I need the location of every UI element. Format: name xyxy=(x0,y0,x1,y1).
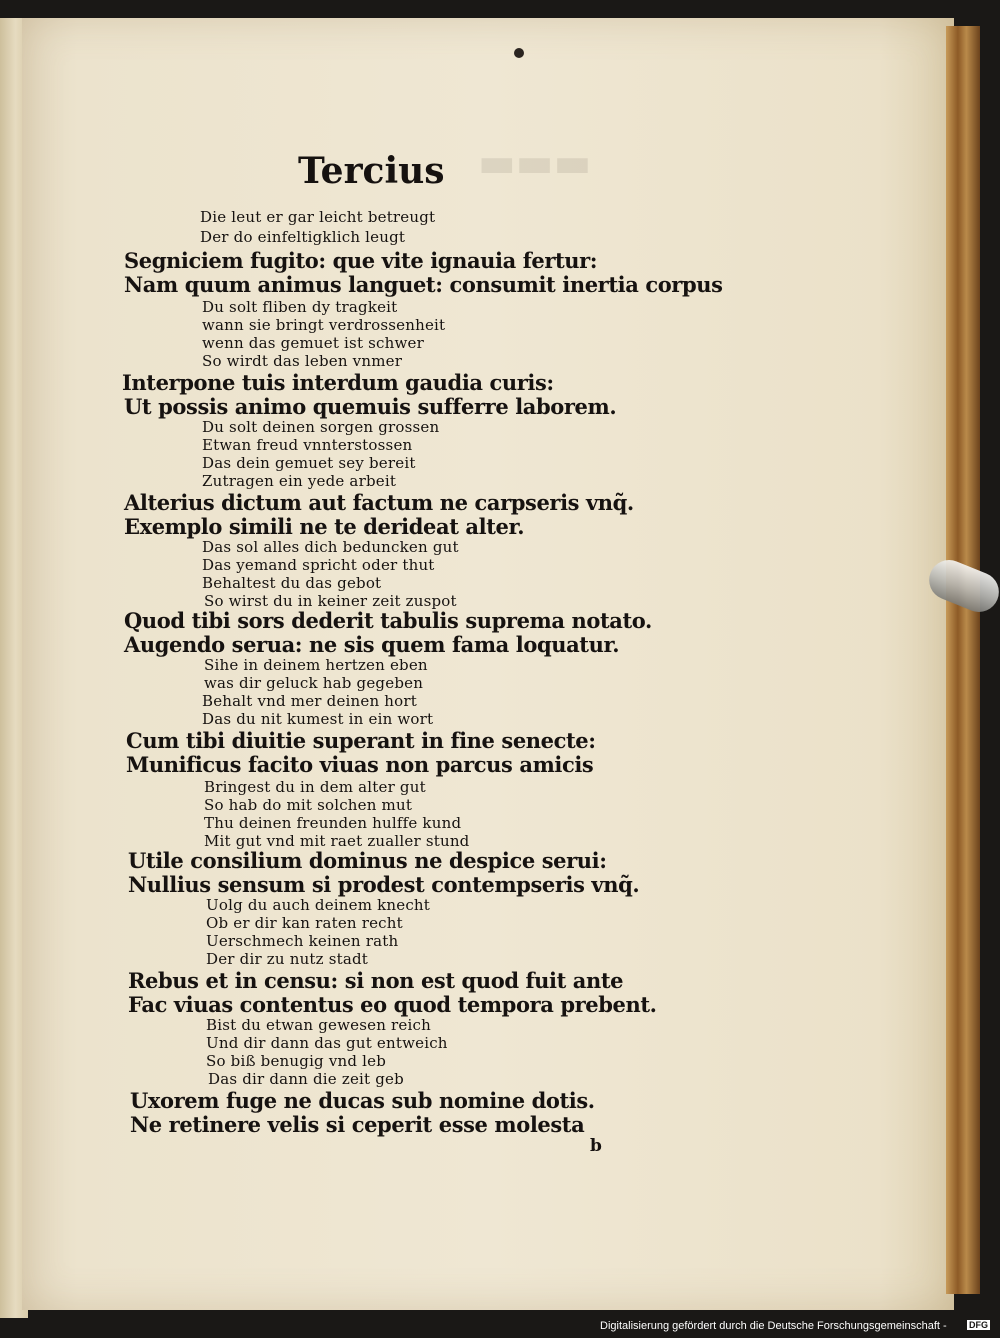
latin-verse-line: Munificus facito viuas non parcus amicis xyxy=(126,752,594,777)
german-verse-line: Du solt deinen sorgen grossen xyxy=(202,418,440,436)
german-verse-line: Der dir zu nutz stadt xyxy=(206,950,369,968)
latin-verse-line: Nullius sensum si prodest contempseris vnq̃. xyxy=(128,872,640,897)
german-verse-line: Behaltest du das gebot xyxy=(202,574,382,592)
latin-verse-line: Exemplo simili ne te derideat alter. xyxy=(124,514,525,539)
latin-verse-line: Ne retinere velis si ceperit esse molesta xyxy=(130,1112,585,1137)
latin-verse-line: Augendo serua: ne sis quem fama loquatur. xyxy=(124,632,620,657)
page-title: Tercius xyxy=(298,150,445,192)
latin-verse-line: Cum tibi diuitie superant in fine senecte: xyxy=(126,728,596,753)
latin-verse-line: Nam quum animus languet: consumit inertia corpus xyxy=(124,272,723,297)
latin-verse-line: Quod tibi sors dederit tabulis suprema notato. xyxy=(124,608,652,633)
german-verse-line: Das sol alles dich beduncken gut xyxy=(202,538,459,556)
digitization-credit: Digitalisierung gefördert durch die Deutsche Forschungsgemeinschaft - xyxy=(600,1320,947,1332)
show-through: ▬▬▬ xyxy=(478,140,592,186)
german-verse-line: Bringest du in dem alter gut xyxy=(204,778,426,796)
signature-mark: b xyxy=(590,1136,602,1156)
german-verse-line: So biß benugig vnd leb xyxy=(206,1052,387,1070)
german-verse-line: Behalt vnd mer deinen hort xyxy=(202,692,417,710)
german-verse-line: Mit gut vnd mit raet zualler stund xyxy=(204,832,470,850)
german-verse-line: Sihe in deinem hertzen eben xyxy=(204,656,428,674)
latin-verse-line: Alterius dictum aut factum ne carpseris vnq̃. xyxy=(124,490,634,515)
german-verse-line: Das du nit kumest in ein wort xyxy=(202,710,434,728)
german-verse-line: Uolg du auch deinem knecht xyxy=(206,896,431,914)
german-verse-line: was dir geluck hab gegeben xyxy=(204,674,424,692)
latin-verse-line: Uxorem fuge ne ducas sub nomine dotis. xyxy=(130,1088,595,1113)
ink-spot xyxy=(514,48,524,58)
german-verse-line: Bist du etwan gewesen reich xyxy=(206,1016,431,1034)
latin-verse-line: Interpone tuis interdum gaudia curis: xyxy=(122,370,554,395)
german-verse-line: Der do einfeltigklich leugt xyxy=(200,228,406,246)
german-verse-line: Du solt fliben dy tragkeit xyxy=(202,298,398,316)
german-verse-line: Etwan freud vnnterstossen xyxy=(202,436,413,454)
german-verse-line: Das dir dann die zeit geb xyxy=(208,1070,404,1088)
book-cover-edge xyxy=(946,26,980,1294)
german-verse-line: Zutragen ein yede arbeit xyxy=(202,472,397,490)
german-verse-line: wann sie bringt verdrossenheit xyxy=(202,316,446,334)
german-verse-line: Die leut er gar leicht betreugt xyxy=(200,208,436,226)
latin-verse-line: Utile consilium dominus ne despice serui: xyxy=(128,848,607,873)
german-verse-line: wenn das gemuet ist schwer xyxy=(202,334,424,352)
latin-verse-line: Ut possis animo quemuis sufferre laborem. xyxy=(124,394,617,419)
german-verse-line: Und dir dann das gut entweich xyxy=(206,1034,448,1052)
german-verse-line: Das dein gemuet sey bereit xyxy=(202,454,416,472)
german-verse-line: So wirst du in keiner zeit zuspot xyxy=(204,592,457,610)
latin-verse-line: Fac viuas contentus eo quod tempora prebent. xyxy=(128,992,657,1017)
german-verse-line: Das yemand spricht oder thut xyxy=(202,556,435,574)
german-verse-line: Ob er dir kan raten recht xyxy=(206,914,403,932)
latin-verse-line: Segniciem fugito: que vite ignauia fertur: xyxy=(124,248,598,273)
dfg-logo: DFG xyxy=(969,1320,988,1330)
german-verse-line: Uerschmech keinen rath xyxy=(206,932,399,950)
german-verse-line: Thu deinen freunden hulffe kund xyxy=(204,814,462,832)
german-verse-line: So hab do mit solchen mut xyxy=(204,796,413,814)
german-verse-line: So wirdt das leben vnmer xyxy=(202,352,403,370)
latin-verse-line: Rebus et in censu: si non est quod fuit ante xyxy=(128,968,624,993)
